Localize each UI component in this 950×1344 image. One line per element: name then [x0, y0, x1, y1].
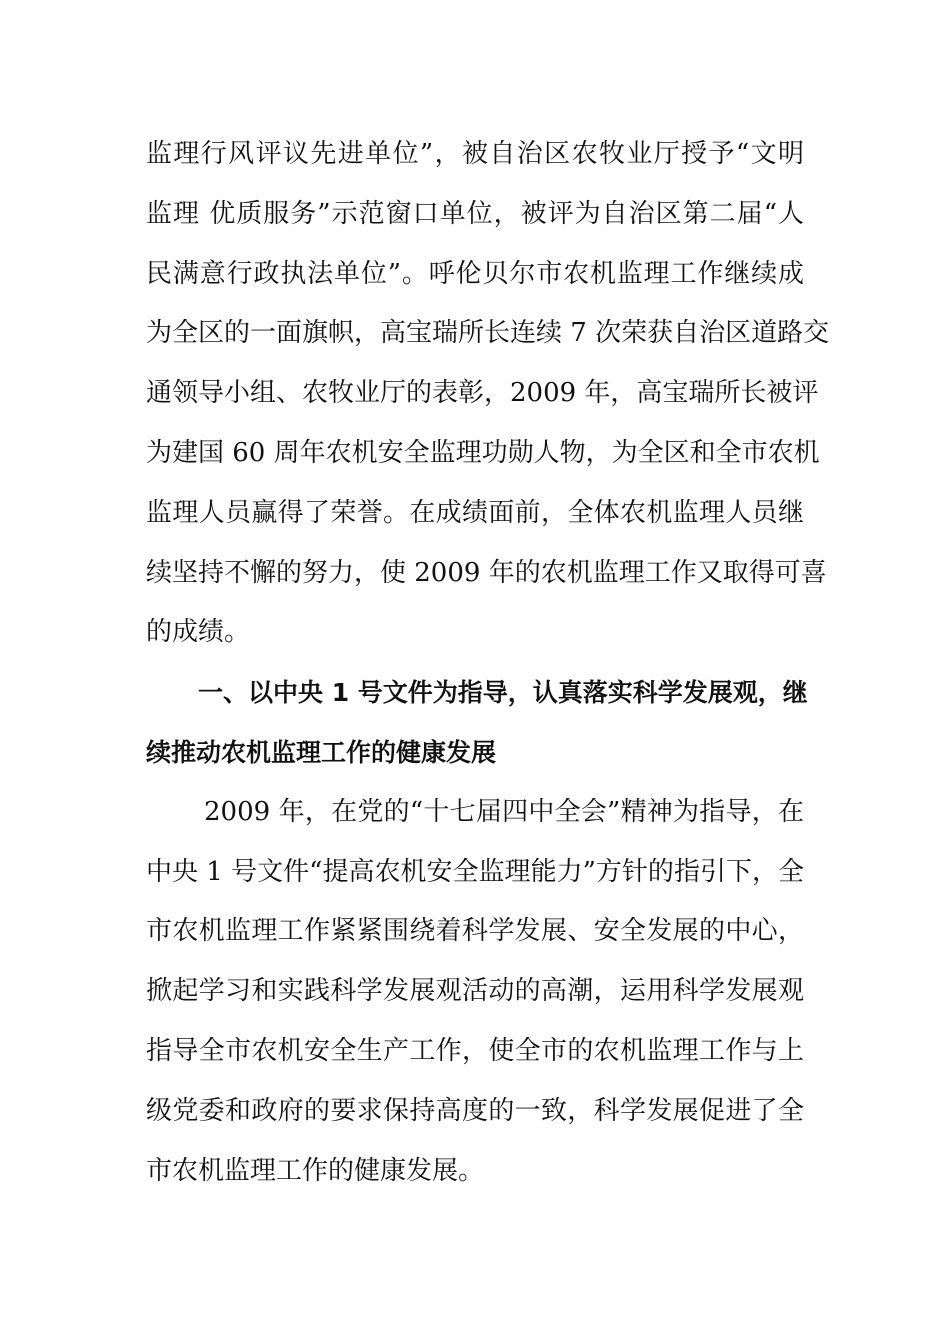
- text-line: 市农机监理工作紧紧围绕着科学发展、安全发展的中心，: [146, 916, 804, 947]
- text-line: 为全区的一面旗帜，高宝瑞所长连续 7 次荣获自治区道路交: [146, 318, 830, 349]
- text-line: 级党委和政府的要求保持高度的一致，科学发展促进了全: [146, 1095, 804, 1126]
- text-line: 监理人员赢得了荣誉。在成绩面前，全体农机监理人员继: [146, 497, 804, 528]
- text-line: 指导全市农机安全生产工作，使全市的农机监理工作与上: [146, 1035, 804, 1066]
- text-line: 监理行风评议先进单位”，被自治区农牧业厅授予“文明: [146, 139, 804, 169]
- text-line: 的成绩。: [146, 617, 251, 648]
- text-line: 通领导小组、农牧业厅的表彰，2009 年，高宝瑞所长被评: [146, 378, 819, 409]
- text-line: 掀起学习和实践科学发展观活动的高潮，运用科学发展观: [146, 976, 804, 1007]
- text-line: 2009 年，在党的“十七届四中全会”精神为指导，在: [204, 796, 804, 827]
- document-body: [146, 125, 830, 1201]
- paragraph-achievements: [146, 125, 830, 663]
- text-line: 为建国 60 周年农机安全监理功勋人物，为全区和全市农机: [146, 437, 820, 468]
- text-line: 民满意行政执法单位”。呼伦贝尔市农机监理工作继续成: [146, 258, 804, 289]
- text-line: 监理 优质服务”示范窗口单位，被评为自治区第二届“人: [146, 198, 804, 229]
- heading-line: 续推动农机监理工作的健康发展: [146, 737, 497, 767]
- text-line: 续坚持不懈的努力，使 2009 年的农机监理工作又取得可喜: [146, 557, 827, 588]
- text-line: 中央 1 号文件“提高农机安全监理能力”方针的指引下，全: [146, 856, 804, 887]
- heading-line: 一、以中央 1 号文件为指导，认真落实科学发展观，继: [198, 678, 808, 708]
- section-heading: [146, 663, 808, 783]
- paragraph-section-one: [146, 783, 804, 1202]
- text-line: 市农机监理工作的健康发展。: [146, 1155, 485, 1186]
